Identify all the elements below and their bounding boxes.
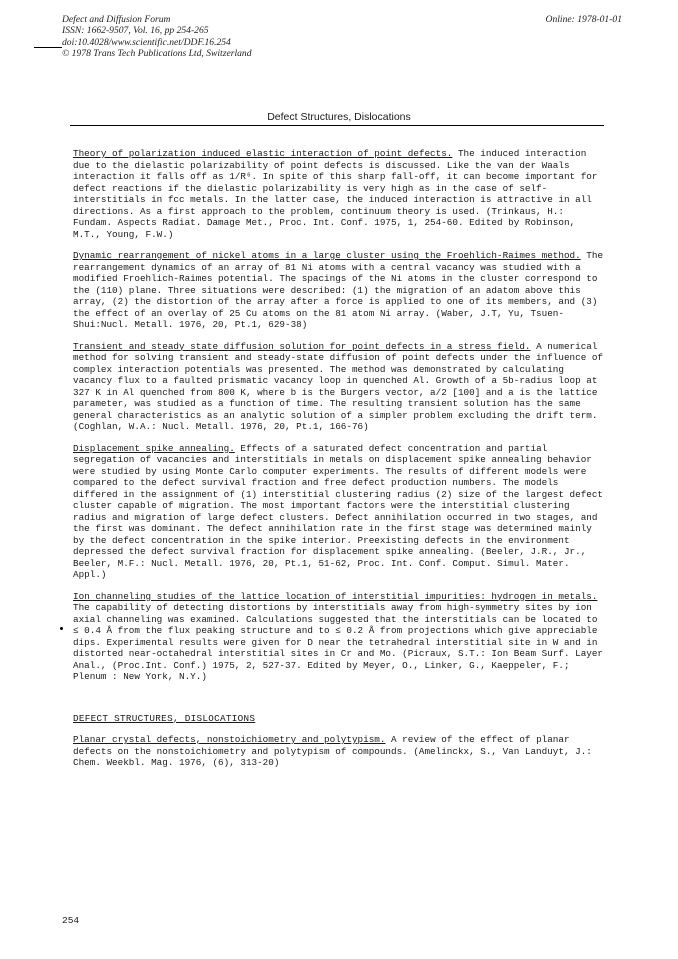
abstract-5 <box>73 591 608 683</box>
abstract-title: Dynamic rearrangement of nickel atoms in a large cluster using the Froehlich-Raimes method. <box>73 250 581 261</box>
abstract-6 <box>73 734 608 769</box>
journal-name: Defect and Diffusion Forum <box>62 14 171 25</box>
abstract-body: A numerical method for solving transient and steady-state diffusion of point defects under the influence of complex interaction potentials was presented. The method was demonstrated by calculating vacancy flux to a faulted prismatic vacancy loop in quenched Al. Growth of a 5b-radius loop at 327 K in Al quenched from 800 K, where b is the Burgers vector, a/2 [100] and a is the lattice parameter, was studied as a function of time. The resulting transient solution has the same general characteristics as an analytic solution of a simpler problem excluding the drift term. (Coghlan, W.A.: Nucl. Metall. 1976, 20, Pt.1, 166-76) <box>73 340 604 432</box>
copyright-line: © 1978 Trans Tech Publications Ltd, Switzerland <box>62 48 252 60</box>
abstract-title: Ion channeling studies of the lattice location of interstitial impurities: hydrogen in metals. <box>73 590 598 602</box>
issn-line: ISSN: 1662-9507, Vol. 16, pp 254-265 <box>62 25 209 37</box>
abstract-body: The rearrangement dynamics of an array of 81 Ni atoms with a central vacancy was studied with a modified Froehlich-Raimes potential. The spacings of the Ni atoms in the cluster correspond to the (110) plane. Three situations were described: (1) the migration of an adatom above this array, (2) the distortion of the array after a force is applied to one of its members, and (3) the effect of an overlay of 25 Cu atoms on the 81 atom Ni array. (Waber, J.T, Yu, Tsuen-Shui:Nucl. Metall. 1976, 20, Pt.1, 629-38) <box>73 250 604 330</box>
journal-header <box>62 14 622 60</box>
abstract-body: Effects of a saturated defect concentration and partial segregation of vacancies and interstitials in metals on displacement spike annealing behavior were studied by using Monte Carlo computer experiments. The results of different models were compared to the defect survival fraction and free defect production numbers. The models differed in the assignment of (1) interstitial clustering radius (2) size of the largest defect cluster capable of migration. The most important factors were the interstitial clustering radius and migration of large defect clusters. Defect annihilation occurred in two stages, and the first was dominant. The defect annihilation rate in the first stage was determined mainly by the defect concentration in the spike interior. Preexisting defects in the environment depressed the defect survival fraction for displacement spike annealing. (Beeler, J.R., Jr., Beeler, M.F.: Nucl. Metall. 1976, 20, Pt.1, 51-62, Proc. Int. Conf. Comput. Simul. Mater. Appl.) <box>73 442 604 580</box>
doi-rule <box>34 47 62 48</box>
margin-mark <box>60 627 63 630</box>
abstract-title: Planar crystal defects, nonstoichiometry and polytypism. <box>73 734 386 745</box>
abstract-3 <box>73 341 608 433</box>
abstract-body: A review of the effect of planar defects on the nonstoichiometry and polytypism of compounds. (Amelinckx, S., Van Landuyt, J.: Chem. Weekbl. Mag. 1976, (6), 313-20) <box>73 734 592 768</box>
abstract-title: Transient and steady state diffusion solution for point defects in a stress field. <box>73 340 531 352</box>
abstract-body: The capability of detecting distortions by interstitials away from high-symmetry sites by ion axial channeling was examined. Calculations suggested that the interstitials can be located to ≤ 0.4 Å from the flux peaking structure and to ≤ 0.2 Å from projections which give appreciable dips. Experimental results were given for D near the tetrahedral interstitial site in W and in distorted near-octahedral interstitial sites in Cr and Mo. (Picraux, S.T.: Ion Beam Surf. Layer Anal., (Proc.Int. Conf.) 1975, 2, 527-37. Edited by Meyer, O., Linker, G., Kaeppeler, F.; Plenum : New York, N.Y.) <box>73 602 604 682</box>
section-rule <box>70 125 604 126</box>
page-number: 254 <box>62 915 80 926</box>
doi-link[interactable]: doi:10.4028/www.scientific.net/DDF.16.254 <box>62 36 231 48</box>
abstract-title: Theory of polarization induced elastic interaction of point defects. <box>73 148 453 159</box>
abstract-2 <box>73 250 608 331</box>
abstract-list <box>73 148 608 779</box>
subsection-heading: DEFECT STRUCTURES, DISLOCATIONS <box>73 712 256 724</box>
section-heading: Defect Structures, Dislocations <box>267 111 411 123</box>
abstract-4 <box>73 443 608 581</box>
abstract-1 <box>73 148 608 240</box>
abstract-title: Displacement spike annealing. <box>73 442 235 454</box>
online-date: Online: 1978-01-01 <box>545 14 622 25</box>
abstract-body: The induced interaction due to the dielastic polarizability of point defects is discussed. Like the van der Waals interaction it falls off as 1/R⁶. In spite of this sharp fall-off, it can become important for defect reactions if the dielastic polarizability is very high as in the case of self-interstitials in fcc metals. In the latter case, the induced interaction is attractive in all directions. As a first approach to the problem, continuum theory is used. (Trinkaus, H.: Fundam. Aspects Radiat. Damage Met., Proc. Int. Conf. 1975, 1, 254-60. Edited by Robinson, M.T., Young, F.W.) <box>73 148 598 240</box>
